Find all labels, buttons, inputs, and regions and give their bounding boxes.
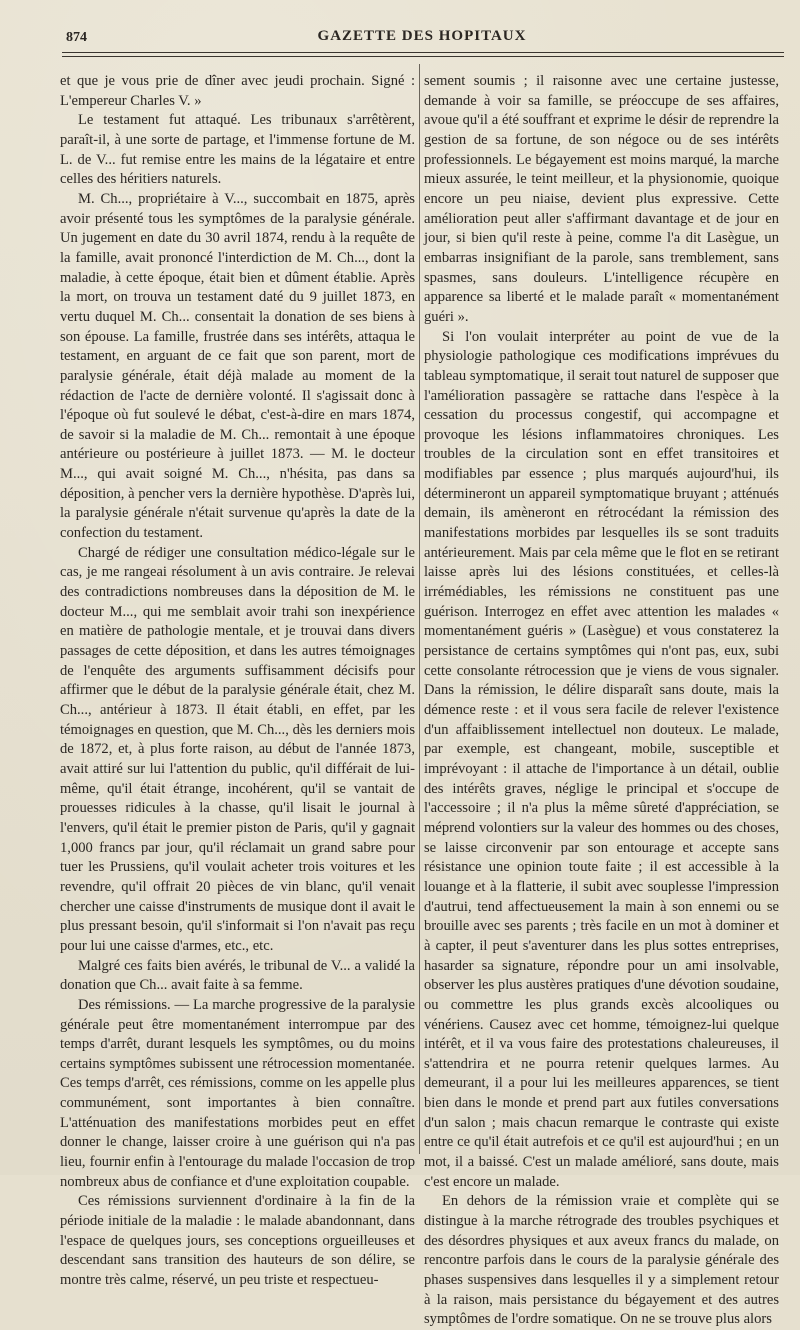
paragraph: sement soumis ; il raisonne avec une certaine justesse, demande à voir sa famille, se préoccupe de ses affaires, avoue qu'il a été souffrant et exprime le désir de reprendre la gestion de sa fortune, de son négoce ou de ses intérêts professionnels. Le bégayement est moins marqué, la marche mieux assurée, le teint meilleur, et la physionomie, quoique encore un peu niaise, devient plus expressive. Cette amélioration peut aller s'affirmant davantage et de jour en jour, si bien qu'il reste à peine, comme l'a dit Lasègue, un embarras insignifiant de la parole, sans tremblement, sans spasmes, sans douleurs. L'intelligence récupère en apparence sa liberté et le malade paraît « momentanément guéri ». [424, 73, 779, 325]
paragraph: Si l'on voulait interpréter au point de vue de la physiologie pathologique ces modifications imprévues du tableau symptomatique, il serait tout naturel de supposer que l'amélioration passagère se rattache dans l'espèce à la cessation du processus congestif, qui accompagne et provoque les lésions inflammatoires chroniques. Les troubles de la circulation sont en effet transitoires et modifiables par essence ; plus marqués aujourd'hui, ils détermineront un appareil symptomatique bruyant ; atténués demain, ils amèneront en rétrocédant la rémission des manifestations morbides par lesquelles ils se sont traduits antérieurement. Mais par cela même que le flot en se retirant laisse après lui des lésions constituées, et celles-là irrémédiables, les rémissions ne constituent pas une guérison. Interrogez en effet avec attention les malades « momentanément guéris » (Lasègue) et vous constaterez la persistance de certains symptômes qui n'ont pas, eux, subi cette consolante rétrocession que je viens de vous signaler. Dans la rémission, le délire disparaît sans doute, mais la démence reste : et il vous sera facile de relever l'existence d'un affaiblissement intellectuel non douteux. Le malade, par exemple, est changeant, mobile, susceptible et imprévoyant : il attache de l'importance à un détail, oublie des intérêts graves, néglige le principal et s'occupe de l'accessoire ; il n'a plus la même sûreté d'appréciation, se méprend volontiers sur la valeur des hommes ou des choses, se laisse circonvenir par son entourage et accepte sans résistance une opinion toute faite ; il est accessible à la louange et à la flatterie, il subit avec souplesse l'impression d'autrui, tend affectueusement la main à son ennemi ou se brouille avec ses parents ; très facile en un mot à dominer et à capter, il peut s'aventurer dans les plus sottes entreprises, hasarder sa signature, répondre pour un ami insolvable, observer les plus austères pratiques d'une dévotion soudaine, ou commettre les plus grands excès alcooliques ou vénériens. Causez avec cet homme, témoignez-lui quelque intérêt, et il va vous faire des protestations chaleureuses, il s'attendrira et ne pourra retenir quelques larmes. Au demeurant, il a pour lui les meilleures apparences, se tient bien dans le monde et prend part aux futiles conversations d'un salon ; mais chacun remarque le contraste qui existe entre ce qu'il était autrefois et ce qu'il est aujourd'hui ; en un mot, il a baissé. C'est un malade amélioré, sans doute, mais c'est encore un malade. [424, 328, 779, 1190]
left-column [60, 72, 415, 1289]
page-header [60, 26, 784, 50]
header-rule-thick [62, 52, 784, 53]
paragraph: En dehors de la rémission vraie et complète qui se distingue à la marche rétrograde des troubles psychiques et des désordres physiques et aux aveux francs du malade, on rencontre parfois dans le cours de la paralysie générale des phases suspensives dans lesquelles il y a simplement retour à la raison, mais persistance du bégayement et des autres symptômes de l'ordre somatique. On ne se trouve plus alors [424, 1193, 779, 1328]
paragraph: Ces rémissions surviennent d'ordinaire à la fin de la période initiale de la maladie : le malade abandonnant, dans l'espace de quelques jours, ses conceptions orgueilleuses et descendant sans transition des hauteurs de son délire, se montre très calme, réservé, un peu triste et respectueu- [60, 1193, 415, 1289]
header-rule-thin [62, 56, 784, 57]
page-number: 874 [66, 30, 87, 45]
paragraph: et que je vous prie de dîner avec jeudi prochain. Signé : L'empereur Charles V. » [60, 73, 415, 109]
paragraph: Des rémissions. — La marche progressive de la paralysie générale peut être momentanément interrompue par des temps d'arrêt, durant lesquels les symptômes, ou du moins certains symptômes subissent une rétrocession momentanée. Ces temps d'arrêt, ces rémissions, comme on les appelle plus communément, sont importantes à bien connaître. L'atténuation des manifestations morbides peut en effet donner le change, laisser croire à une guérison qui n'a pas lieu, fournir enfin à l'entourage du malade l'occasion de trop nombreux abus de confiance et d'une exploitation coupable. [60, 996, 415, 1190]
right-column [424, 72, 779, 1328]
paragraph: Le testament fut attaqué. Les tribunaux s'arrêtèrent, paraît-il, à une sorte de partage, et l'immense fortune de M. L. de V... fut remise entre les mains de la légataire et entre celles des héritiers naturels. [60, 112, 415, 188]
column-divider [419, 64, 420, 1154]
paragraph: Chargé de rédiger une consultation médico-légale sur le cas, je me rangeai résolument à un avis contraire. Je relevai des contradictions nombreuses dans la déposition de M. le docteur M..., qui me semblait avoir trahi son inexpérience en matière de pathologie mentale, et je trouvai dans divers passages de cette déposition, et dans les autres témoignages de l'enquête des arguments suffisamment décisifs pour affirmer que le début de la paralysie générale était, chez M. Ch..., antérieur à 1873. Il était établi, en effet, par les témoignages en question, que M. Ch..., dès les derniers mois de 1872, et, à plus forte raison, au début de l'année 1873, avait attiré sur lui l'attention du public, qu'il différait de lui-même, qu'il était étrange, incohérent, qu'il se vantait de prouesses ridicules à la chasse, qu'il lisait le journal à l'envers, qu'il était le premier piston de Paris, qu'il y gagnait 1,000 francs par jour, qu'il réclamait un grand sabre pour tuer les Prussiens, qu'il voulait acheter trois voitures et les revendre, qu'il offrait 20 pièces de vin blanc, qu'il venait chercher une caisse d'instruments de musique dont il avait le plus pressant besoin, qu'il s'informait si l'on n'avait pas reçu pour lui une caisse d'armes, etc., etc. [60, 544, 415, 954]
paragraph: M. Ch..., propriétaire à V..., succombait en 1875, après avoir présenté tous les symptômes de la paralysie générale. Un jugement en date du 30 avril 1874, rendu à la requête de la famille, avait prononcé l'interdiction de M. Ch..., dont la maladie, à cette époque, était bien et dûment établie. Après la mort, on trouva un testament daté du 9 juillet 1873, en vertu duquel M. Ch... consentait la donation de ses biens à son épouse. La famille, frustrée dans ses intérêts, attaqua le testament, en arguant de ce fait que son parent, mort de paralysie générale, était déjà malade au moment de la rédaction de l'acte de dernière volonté. Il s'agissait donc à l'époque où fut soulevé le débat, c'est-à-dire en mars 1874, de savoir si la maladie de M. Ch... remontait à une époque antérieure ou postérieure à juillet 1873. — M. le docteur M..., qui avait soigné M. Ch..., n'hésita, pas dans sa déposition, à pencher vers la dernière hypothèse. D'après lui, la paralysie générale n'était survenue qu'après la date de la confection du testament. [60, 190, 415, 542]
paragraph: Malgré ces faits bien avérés, le tribunal de V... a validé la donation que Ch... avait faite à sa femme. [60, 957, 415, 994]
journal-title: GAZETTE DES HOPITAUX [317, 28, 527, 44]
